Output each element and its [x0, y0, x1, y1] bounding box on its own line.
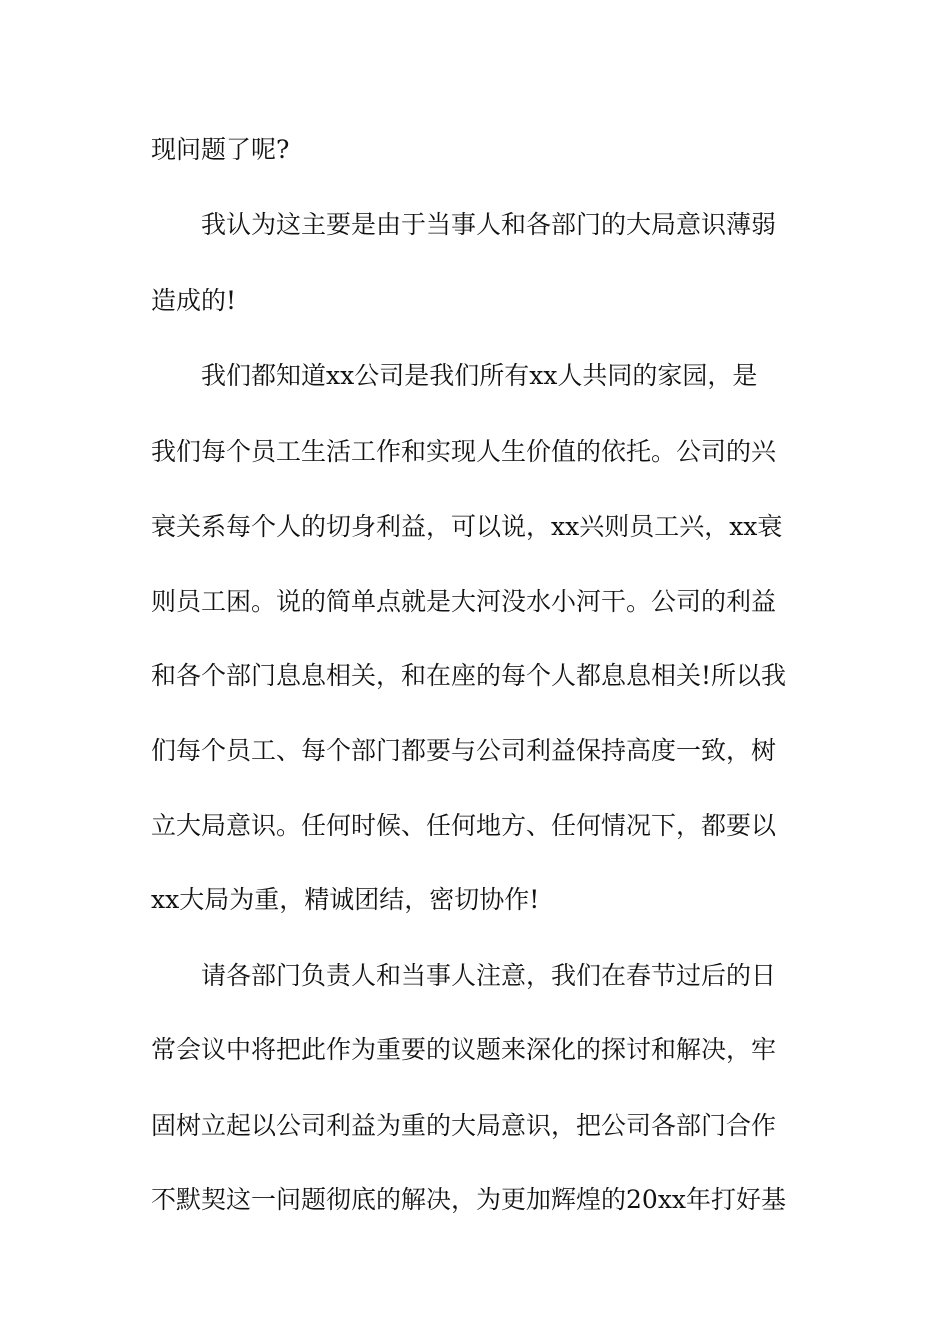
text-line-8: 和各个部门息息相关，和在座的每个人都息息相关!所以我 — [151, 661, 787, 690]
text-line-3: 造成的! — [151, 286, 237, 315]
text-line-7: 则员工困。说的简单点就是大河没水小河干。公司的利益 — [151, 587, 777, 616]
text-line-5: 我们每个员工生活工作和实现人生价值的依托。公司的兴 — [151, 437, 777, 466]
text-line-13: 常会议中将把此作为重要的议题来深化的探讨和解决，牢 — [151, 1035, 777, 1064]
text-line-15: 不默契这一问题彻底的解决，为更加辉煌的20xx年打好基 — [151, 1185, 787, 1214]
text-line-12: 请各部门负责人和当事人注意，我们在春节过后的日 — [201, 961, 777, 990]
text-line-4: 我们都知道xx公司是我们所有xx人共同的家园，是 — [201, 361, 758, 390]
text-line-9: 们每个员工、每个部门都要与公司利益保持高度一致，树 — [151, 736, 777, 765]
text-line-11: xx大局为重，精诚团结，密切协作! — [151, 885, 540, 914]
text-line-1: 现问题了呢? — [151, 135, 290, 164]
text-line-2: 我认为这主要是由于当事人和各部门的大局意识薄弱 — [201, 210, 777, 239]
text-line-10: 立大局意识。任何时候、任何地方、任何情况下，都要以 — [151, 811, 777, 840]
text-line-6: 衰关系每个人的切身利益，可以说，xx兴则员工兴，xx衰 — [151, 512, 783, 541]
text-line-14: 固树立起以公司利益为重的大局意识，把公司各部门合作 — [151, 1111, 777, 1140]
